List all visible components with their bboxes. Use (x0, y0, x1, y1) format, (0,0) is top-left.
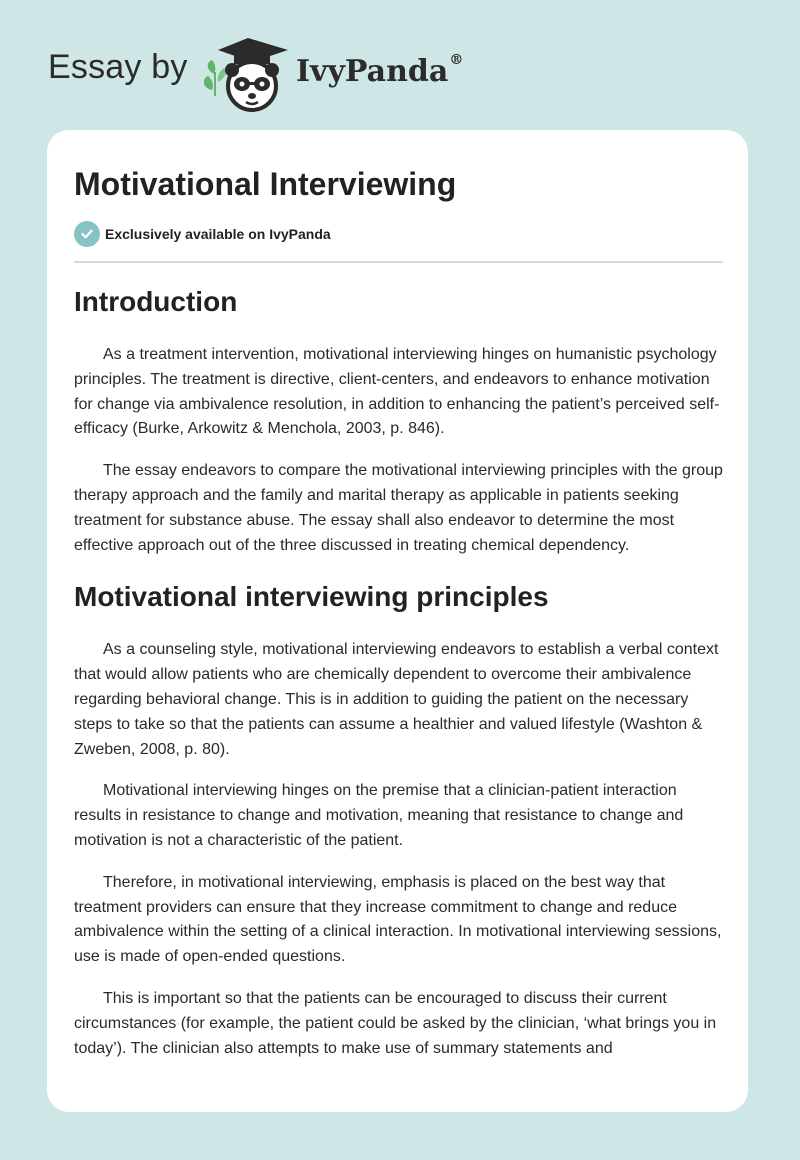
paragraph: This is important so that the patients can be encouraged to discuss their current circumstances (for example, the patient could be asked by the clinician, ‘what brings you in today’). The clinician also attempts to make use of summary statements and (74, 989, 717, 1057)
registered-mark: ® (449, 52, 464, 68)
brand-text: IvyPanda (296, 54, 449, 89)
paragraph: Motivational interviewing hinges on the premise that a clinician-patient interaction results in resistance to change and motivation, meaning that resistance to change and motivation is not a characteristic of the patient. (74, 782, 684, 849)
exclusive-badge (74, 221, 331, 247)
panda-logo-icon[interactable] (200, 34, 296, 114)
paragraph: As a counseling style, motivational interviewing endeavors to establish a verbal context that would allow patients who are chemically dependent to overcome their ambivalence regarding behavioral change. This is in addition to guiding the patient on the necessary steps to take so that the patients can assume a healthier and valued lifestyle (Washton & Zweben, 2008, p. 80). (74, 641, 719, 758)
article-body (74, 280, 723, 1061)
badge-label: Exclusively available on IvyPanda (105, 226, 331, 242)
title-divider (74, 261, 723, 263)
section-heading-introduction: Introduction (74, 286, 238, 317)
section-heading-principles: Motivational interviewing principles (74, 581, 549, 613)
essay-by-label: Essay by (48, 48, 188, 86)
article-title: Motivational Interviewing (74, 166, 457, 202)
paragraph: Therefore, in motivational interviewing, emphasis is placed on the best way that treatment providers can ensure that they increase commitment to change and reduce ambivalence within the setting of a clinical interaction. In motivational interviewing sessions, use is made of open-ended questions. (74, 873, 722, 966)
paragraph: The essay endeavors to compare the motivational interviewing principles with the group therapy approach and the family and marital therapy as applicable in patients seeking treatment for substance abuse. The essay shall also endeavor to determine the most effective approach out of the three discussed in treating chemical dependency. (74, 462, 723, 554)
leaf-icon (204, 60, 226, 96)
brand-name[interactable] (296, 54, 463, 89)
site-header (0, 0, 800, 130)
paragraph: As a treatment intervention, motivational interviewing hinges on humanistic psychology principles. The treatment is directive, client-centers, and endeavors to enhance motivation for change via ambivalence resolution, in addition to enhancing the patient’s perceived self-efficacy (Burke, Arkowitz & Menchola, 2003, p. 846). (74, 346, 720, 438)
check-circle-icon (74, 221, 100, 247)
article-card (47, 130, 748, 1112)
